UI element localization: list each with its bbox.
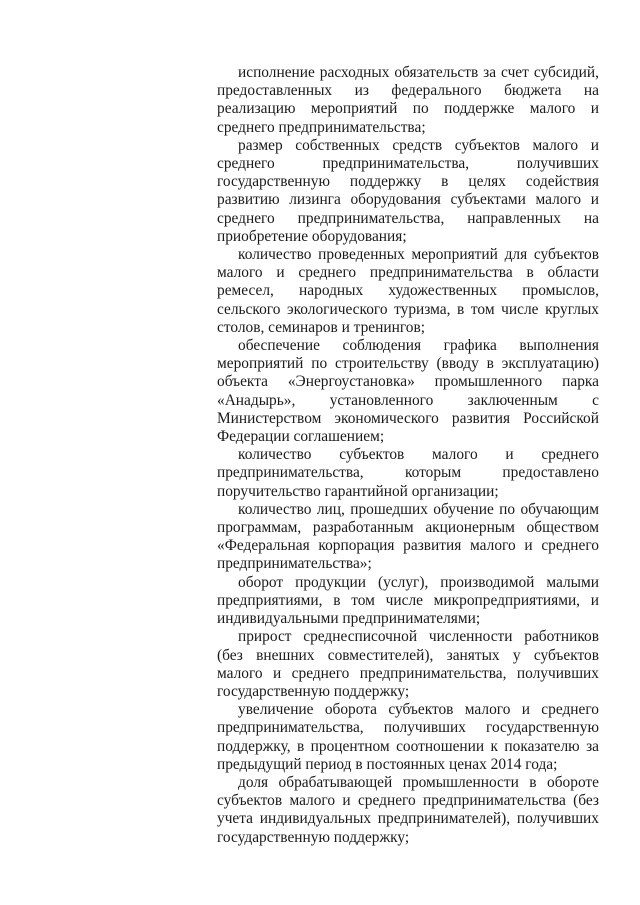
paragraph: обеспечение соблюдения графика выполнения мероприятий по строительству (вводу в эксплуатацию) объекта «Энергоустановка» промышленного парка «Анадырь», установленного заключенным с Министерством экономического развития Российской Федерации соглашением; [217,337,599,446]
paragraph: количество субъектов малого и среднего предпринимательства, которым предоставлено поручительство гарантийной организации; [217,446,599,500]
paragraph: количество проведенных мероприятий для субъектов малого и среднего предпринимательства в области ремесел, народных художественных промыслов, сельского экологического туризма, в том числе круглых столов, семинаров и тренингов; [217,246,599,336]
paragraph: размер собственных средств субъектов малого и среднего предпринимательства, получивших государственную поддержку в целях содействия развитию лизинга оборудования субъектами малого и среднего предпринимательства, направленных на приобретение оборудования; [217,136,599,245]
paragraph: оборот продукции (услуг), производимой малыми предприятиями, в том числе микропредприятиями, и индивидуальными предпринимателями; [217,573,599,628]
paragraph: исполнение расходных обязательств за счет субсидий, предоставленных из федерального бюджета на реализацию мероприятий по поддержке малого и среднего предпринимательства; [217,64,599,136]
paragraph: прирост среднесписочной численности работников (без внешних совместителей), занятых у субъектов малого и среднего предпринимательства, получивших государственную поддержку; [217,628,599,700]
paragraph: увеличение оборота субъектов малого и среднего предпринимательства, получивших государственную поддержку, в процентном соотношении к показателю за предыдущий период в постоянных ценах 2014 года; [217,701,599,773]
paragraph: доля обрабатывающей промышленности в обороте субъектов малого и среднего предпринимательства (без учета индивидуальных предпринимателей), получивших государственную поддержку; [217,773,599,846]
document-body [217,64,599,847]
paragraph: количество лиц, прошедших обучение по обучающим программам, разработанным акционерным обществом «Федеральная корпорация развития малого и среднего предпринимательства»; [217,500,599,573]
